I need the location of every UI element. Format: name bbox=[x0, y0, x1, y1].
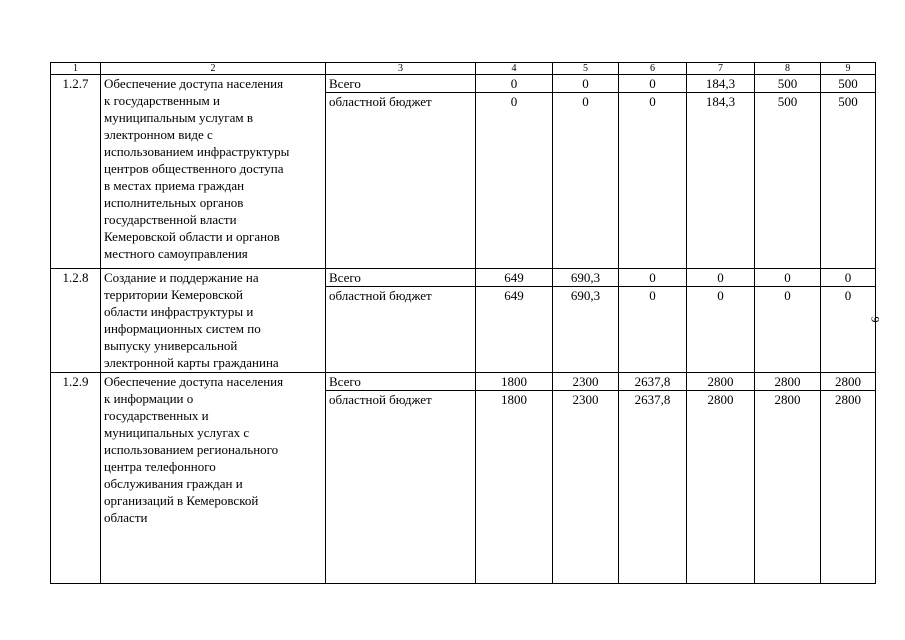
value-cell: 500 bbox=[755, 93, 821, 269]
value-cell: 500 bbox=[821, 75, 876, 93]
value-cell: 2637,8 bbox=[619, 373, 687, 391]
value-cell: 0 bbox=[619, 75, 687, 93]
source-regional-label: областной бюджет bbox=[326, 391, 476, 584]
source-total-label: Всего bbox=[326, 75, 476, 93]
table-row-total bbox=[51, 373, 876, 391]
value-cell: 2800 bbox=[687, 373, 755, 391]
value-cell: 0 bbox=[553, 75, 619, 93]
column-number: 4 bbox=[476, 63, 553, 75]
column-number: 9 bbox=[821, 63, 876, 75]
value-cell: 2800 bbox=[687, 391, 755, 584]
source-regional-label: областной бюджет bbox=[326, 287, 476, 373]
table-row-total bbox=[51, 75, 876, 93]
value-cell: 0 bbox=[821, 287, 876, 373]
value-cell: 0 bbox=[619, 287, 687, 373]
value-cell: 0 bbox=[553, 93, 619, 269]
source-total-label: Всего bbox=[326, 269, 476, 287]
column-number: 3 bbox=[326, 63, 476, 75]
item-code: 1.2.9 bbox=[51, 373, 101, 584]
column-number: 1 bbox=[51, 63, 101, 75]
item-code: 1.2.8 bbox=[51, 269, 101, 373]
value-cell: 690,3 bbox=[553, 287, 619, 373]
value-cell: 2300 bbox=[553, 391, 619, 584]
value-cell: 0 bbox=[476, 93, 553, 269]
column-number: 8 bbox=[755, 63, 821, 75]
value-cell: 0 bbox=[687, 287, 755, 373]
table-row-total bbox=[51, 269, 876, 287]
value-cell: 0 bbox=[755, 287, 821, 373]
value-cell: 500 bbox=[821, 93, 876, 269]
value-cell: 0 bbox=[476, 75, 553, 93]
value-cell: 1800 bbox=[476, 391, 553, 584]
value-cell: 2800 bbox=[821, 391, 876, 584]
value-cell: 2800 bbox=[821, 373, 876, 391]
value-cell: 500 bbox=[755, 75, 821, 93]
value-cell: 2800 bbox=[755, 373, 821, 391]
value-cell: 2300 bbox=[553, 373, 619, 391]
value-cell: 1800 bbox=[476, 373, 553, 391]
value-cell: 2637,8 bbox=[619, 391, 687, 584]
source-total-label: Всего bbox=[326, 373, 476, 391]
item-description: Обеспечение доступа населения к информации о государственных и муниципальных услугах с использованием регионального центра телефонного обслуживания граждан и организаций в Кемеровской области bbox=[101, 373, 326, 584]
page-number: 9 bbox=[868, 316, 883, 323]
value-cell: 0 bbox=[755, 269, 821, 287]
column-number: 7 bbox=[687, 63, 755, 75]
item-code: 1.2.7 bbox=[51, 75, 101, 269]
value-cell: 184,3 bbox=[687, 93, 755, 269]
item-description: Обеспечение доступа населения к государственным и муниципальным услугам в электронном виде с использованием инфраструктуры центров общественного доступа в местах приема граждан исполнительных органов государственной власти Кемеровской области и органов местного самоуправления bbox=[101, 75, 326, 269]
value-cell: 0 bbox=[687, 269, 755, 287]
source-regional-label: областной бюджет bbox=[326, 93, 476, 269]
item-description: Создание и поддержание на территории Кемеровской области инфраструктуры и информационных систем по выпуску универсальной электронной карты гражданина bbox=[101, 269, 326, 373]
value-cell: 184,3 bbox=[687, 75, 755, 93]
value-cell: 649 bbox=[476, 269, 553, 287]
column-number: 5 bbox=[553, 63, 619, 75]
value-cell: 690,3 bbox=[553, 269, 619, 287]
value-cell: 649 bbox=[476, 287, 553, 373]
column-number-row bbox=[51, 63, 876, 75]
value-cell: 2800 bbox=[755, 391, 821, 584]
value-cell: 0 bbox=[619, 93, 687, 269]
value-cell: 0 bbox=[619, 269, 687, 287]
budget-table bbox=[50, 62, 876, 584]
column-number: 6 bbox=[619, 63, 687, 75]
value-cell: 0 bbox=[821, 269, 876, 287]
column-number: 2 bbox=[101, 63, 326, 75]
